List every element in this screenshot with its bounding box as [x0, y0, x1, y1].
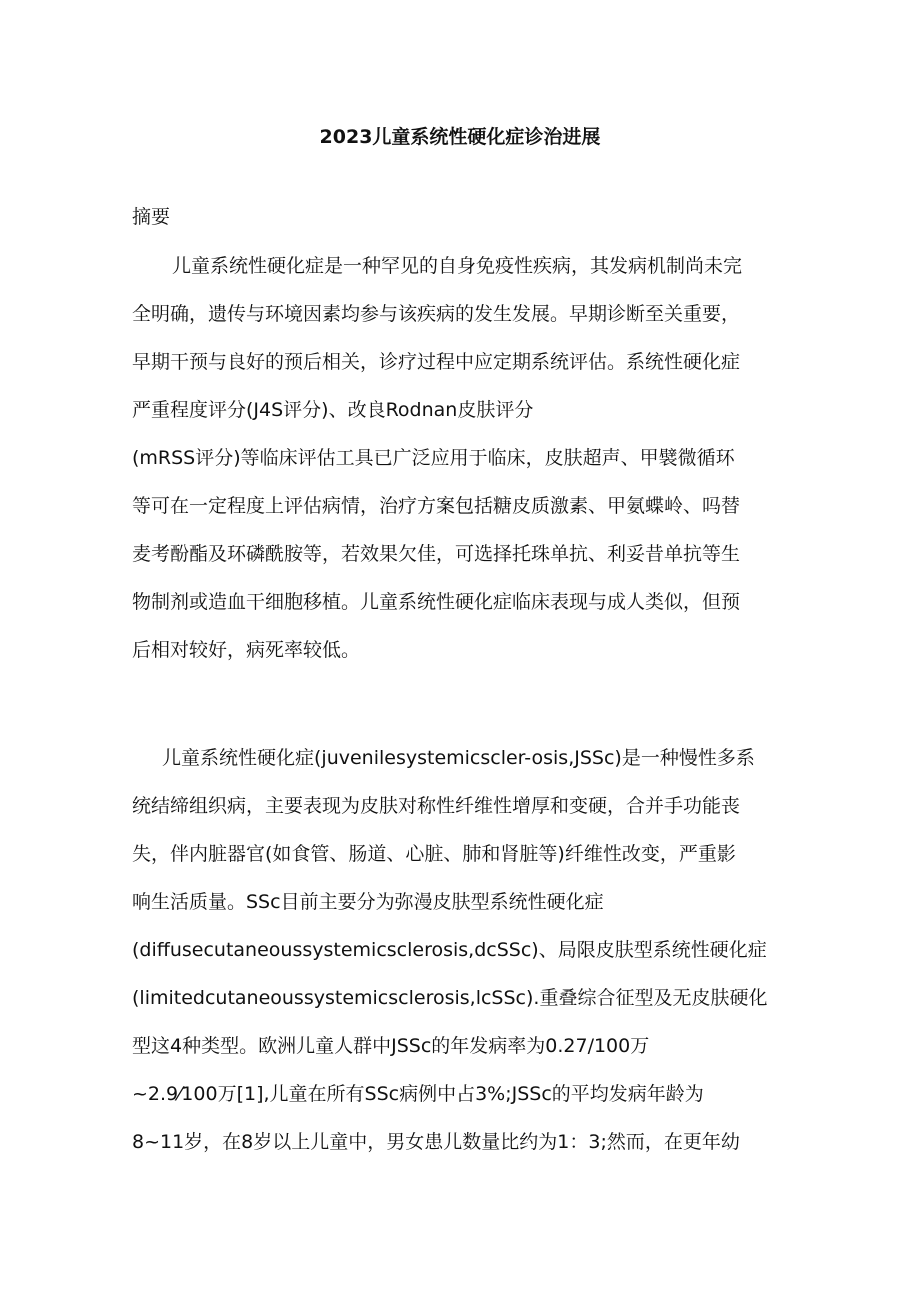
- body-line-4: 响生活质量。SSc目前主要分为弥漫皮肤型系统性硬化症: [132, 891, 604, 913]
- abstract-line-6: 等可在一定程度上评估病情，治疗方案包括糖皮质激素、甲氨蝶岭、吗替: [132, 495, 741, 517]
- body-line-1: 儿童系统性硬化症(juvenilesystemicscler-osis,JSSc)是一种慢性多系: [162, 747, 755, 769]
- abstract-line-3: 早期干预与良好的预后相关，诊疗过程中应定期系统评估。系统性硬化症: [132, 351, 741, 373]
- body-line-3: 失，伴内脏器官(如食管、肠道、心脏、肺和肾脏等)纤维性改变，严重影: [132, 843, 736, 865]
- abstract-line-4: 严重程度评分(J4S评分)、改良Rodnan皮肤评分: [132, 399, 534, 421]
- body-line-7: 型这4种类型。欧洲儿童人群中JSSc的年发病率为0.27/100万: [132, 1035, 650, 1057]
- abstract-line-5: (mRSS评分)等临床评估工具已广泛应用于临床，皮肤超声、甲襞微循环: [132, 447, 735, 469]
- body-line-2: 统结缔组织病，主要表现为皮肤对称性纤维性增厚和变硬，合并手功能丧: [132, 795, 741, 817]
- body-line-6: (limitedcutaneoussystemicsclerosis,lcSSc).重叠综合征型及无皮肤硬化: [132, 987, 768, 1009]
- abstract-line-7: 麦考酚酯及环磷酰胺等，若效果欠佳，可选择托珠单抗、利妥昔单抗等生: [132, 543, 741, 565]
- body-line-9: 8~11岁，在8岁以上儿童中，男女患儿数量比约为1：3;然而，在更年幼: [132, 1131, 740, 1153]
- abstract-heading: 摘要: [132, 206, 171, 228]
- abstract-line-2: 全明确，遗传与环境因素均参与该疾病的发生发展。早期诊断至关重要，: [132, 303, 741, 325]
- document-title: 2023儿童系统性硬化症诊治进展: [319, 126, 601, 148]
- body-line-8: ~2.9⁄100万[1],儿童在所有SSc病例中占3%;JSSc的平均发病年龄为: [132, 1083, 704, 1105]
- abstract-line-9: 后相对较好，病死率较低。: [132, 639, 361, 661]
- abstract-line-8: 物制剂或造血干细胞移植。儿童系统性硬化症临床表现与成人类似，但预: [132, 591, 741, 613]
- abstract-line-1: 儿童系统性硬化症是一种罕见的自身免疫性疾病，其发病机制尚未完: [172, 255, 743, 277]
- body-line-5: (diffusecutaneoussystemicsclerosis,dcSSc)、局限皮肤型系统性硬化症: [132, 939, 767, 961]
